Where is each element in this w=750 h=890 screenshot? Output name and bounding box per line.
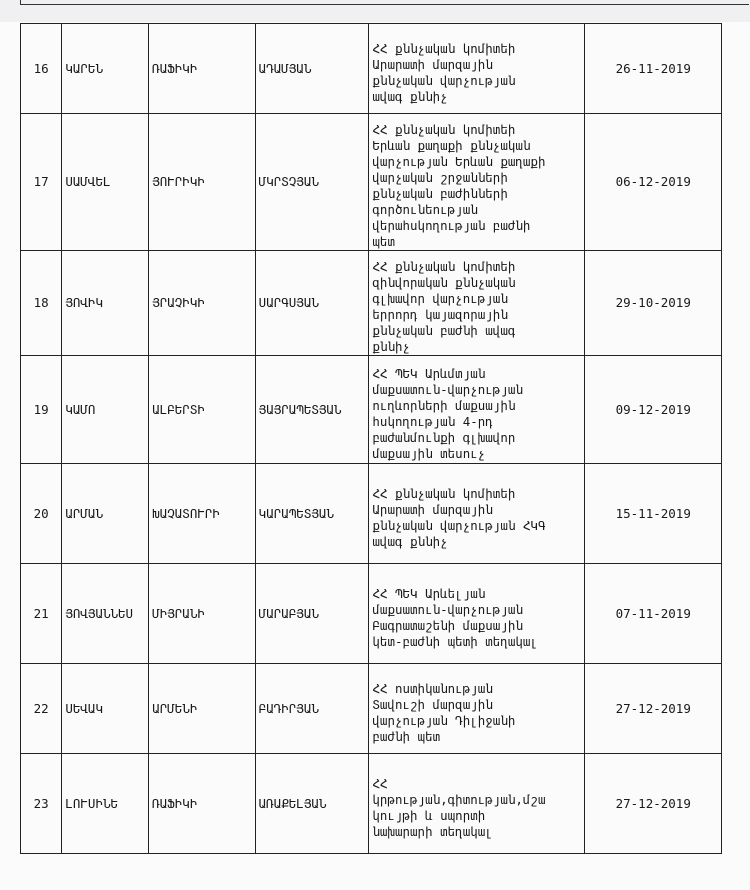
position: ՀՀ քննչական կոմիտեի Արարատի մարզային քննչական վարչության ավագ քննիչ <box>372 40 516 104</box>
last-name-cell <box>255 564 369 664</box>
row-number-cell <box>21 251 62 356</box>
roster-table <box>20 23 722 854</box>
position-cell <box>369 564 585 664</box>
row-number: 22 <box>33 700 49 716</box>
table-row <box>21 114 722 251</box>
position: ՀՀ քննչական կոմիտեի Արարատի մարզային քննչական վարչության ՀԿԳ ավագ քննիչ <box>372 485 546 549</box>
last-name: ԱԴԱՄՅԱՆ <box>258 60 312 76</box>
row-number: 21 <box>33 605 49 621</box>
position-cell <box>369 754 585 854</box>
position: ՀՀ քննչական կոմիտեի զինվորական քննչական գլխավոր վարչության երրորդ կայազորային քննչական բաժնի ավագ քննիչ <box>372 259 516 354</box>
table-row <box>21 664 722 754</box>
patronymic-cell <box>149 664 255 754</box>
position: ՀՀ կրթության,գիտության,մշա կույթի և սպորտի նախարարի տեղակալ <box>372 775 546 839</box>
row-number: 23 <box>33 795 49 811</box>
last-name-cell <box>255 464 369 564</box>
first-name-cell <box>62 251 149 356</box>
row-number: 20 <box>33 505 49 521</box>
first-name: ԿԱՄՈ <box>65 401 96 417</box>
last-name: ՄԱՐԱԲՅԱՆ <box>258 605 319 621</box>
first-name: ԼՈՒՍԻՆԵ <box>65 795 119 811</box>
last-name: ՄԿՐՏՉՅԱՆ <box>258 174 319 189</box>
patronymic-cell <box>149 564 255 664</box>
patronymic: ԱԼԲԵՐՏԻ <box>152 401 205 417</box>
row-number-cell <box>21 564 62 664</box>
appointment-date-cell <box>585 356 722 464</box>
patronymic: ԱՐՄԵՆԻ <box>152 700 198 716</box>
last-name: ՍԱՐԳՍՅԱՆ <box>258 295 319 310</box>
appointment-date-cell <box>585 564 722 664</box>
first-name-cell <box>62 464 149 564</box>
patronymic-cell <box>149 24 255 114</box>
row-number-cell <box>21 664 62 754</box>
patronymic-cell <box>149 114 255 251</box>
first-name: ՍԱՄՎԵԼ <box>65 174 111 189</box>
last-name-cell <box>255 754 369 854</box>
patronymic: ՅՐԱՉԻԿԻ <box>152 295 205 310</box>
position: ՀՀ ՊԵԿ Արևելյան մաքսատուն-վարչության Բագրատաշենի մաքսային կետ-բաժնի պետի տեղակալ <box>372 585 538 649</box>
appointment-date-cell <box>585 251 722 356</box>
row-number-cell <box>21 754 62 854</box>
position-cell <box>369 251 585 356</box>
position-cell <box>369 664 585 754</box>
appointment-date: 29-10-2019 <box>615 295 691 310</box>
last-name: ԱՌԱՔԵԼՅԱՆ <box>258 795 327 811</box>
position: ՀՀ ՊԵԿ Արևմտյան մաքսատուն-վարչության ուղևորների մաքսային հսկողության 4-րդ բաժանմունքի գլխավոր մաքսային տեսուչ <box>372 365 523 461</box>
first-name-cell <box>62 754 149 854</box>
last-name-cell <box>255 664 369 754</box>
first-name: ՍԵՎԱԿ <box>65 700 103 716</box>
appointment-date-cell <box>585 24 722 114</box>
position-cell <box>369 114 585 251</box>
patronymic: ՄԻՅՐԱՆԻ <box>152 605 205 621</box>
patronymic-cell <box>149 754 255 854</box>
patronymic-cell <box>149 251 255 356</box>
table-row <box>21 356 722 464</box>
patronymic-cell <box>149 464 255 564</box>
row-number-cell <box>21 114 62 251</box>
row-number: 18 <box>33 295 49 310</box>
table-row <box>21 464 722 564</box>
first-name-cell <box>62 356 149 464</box>
appointment-date: 26-11-2019 <box>615 60 691 76</box>
appointment-date: 07-11-2019 <box>615 605 691 621</box>
table-row <box>21 754 722 854</box>
first-name: ՅՈՎԻԿ <box>65 295 103 310</box>
row-number: 16 <box>33 60 49 76</box>
last-name: ՅԱՅՐԱՊԵՏՅԱՆ <box>258 401 342 417</box>
last-name-cell <box>255 251 369 356</box>
first-name-cell <box>62 24 149 114</box>
last-name: ԿԱՐԱՊԵՏՅԱՆ <box>258 505 334 521</box>
row-number-cell <box>21 356 62 464</box>
appointment-date-cell <box>585 754 722 854</box>
first-name-cell <box>62 564 149 664</box>
first-name: ԱՐՄԱՆ <box>65 505 103 521</box>
appointment-date-cell <box>585 114 722 251</box>
first-name-cell <box>62 114 149 251</box>
table-row <box>21 24 722 114</box>
row-number: 17 <box>33 174 49 189</box>
appointment-date: 27-12-2019 <box>615 795 691 811</box>
patronymic-cell <box>149 356 255 464</box>
position-cell <box>369 464 585 564</box>
appointment-date: 09-12-2019 <box>615 401 691 417</box>
last-name-cell <box>255 24 369 114</box>
row-number-cell <box>21 464 62 564</box>
first-name-cell <box>62 664 149 754</box>
table-row <box>21 251 722 356</box>
first-name: ԿԱՐԵՆ <box>65 60 103 76</box>
patronymic: ՌԱՖԻԿԻ <box>152 60 198 76</box>
last-name-cell <box>255 114 369 251</box>
appointment-date: 06-12-2019 <box>615 174 691 189</box>
appointment-date-cell <box>585 464 722 564</box>
last-name: ԲԱԴԻՐՅԱՆ <box>258 700 319 716</box>
appointment-date: 27-12-2019 <box>615 700 691 716</box>
appointment-date-cell <box>585 664 722 754</box>
patronymic: ՅՈՒՐԻԿԻ <box>152 174 205 189</box>
appointment-date: 15-11-2019 <box>615 505 691 521</box>
previous-row-border <box>20 0 749 5</box>
row-number-cell <box>21 24 62 114</box>
row-number: 19 <box>33 401 49 417</box>
patronymic: ՌԱՖԻԿԻ <box>152 795 198 811</box>
position: ՀՀ քննչական կոմիտեի Երևան քաղաքի քննչական վարչության Երևան քաղաքի վարչական շրջանների քննչական բաժինների գործունեության վերահսկողության բաժնի պետ <box>372 122 546 249</box>
position-cell <box>369 356 585 464</box>
first-name: ՅՈՎՅԱՆՆԵՍ <box>65 605 134 621</box>
position-cell <box>369 24 585 114</box>
last-name-cell <box>255 356 369 464</box>
roster-table-body <box>21 24 722 854</box>
position: ՀՀ ոստիկանության Տավուշի մարզային վարչության Դիլիջանի բաժնի պետ <box>372 680 516 744</box>
patronymic: ԽԱՉԱՏՈՒՐԻ <box>152 505 220 521</box>
table-row <box>21 564 722 664</box>
